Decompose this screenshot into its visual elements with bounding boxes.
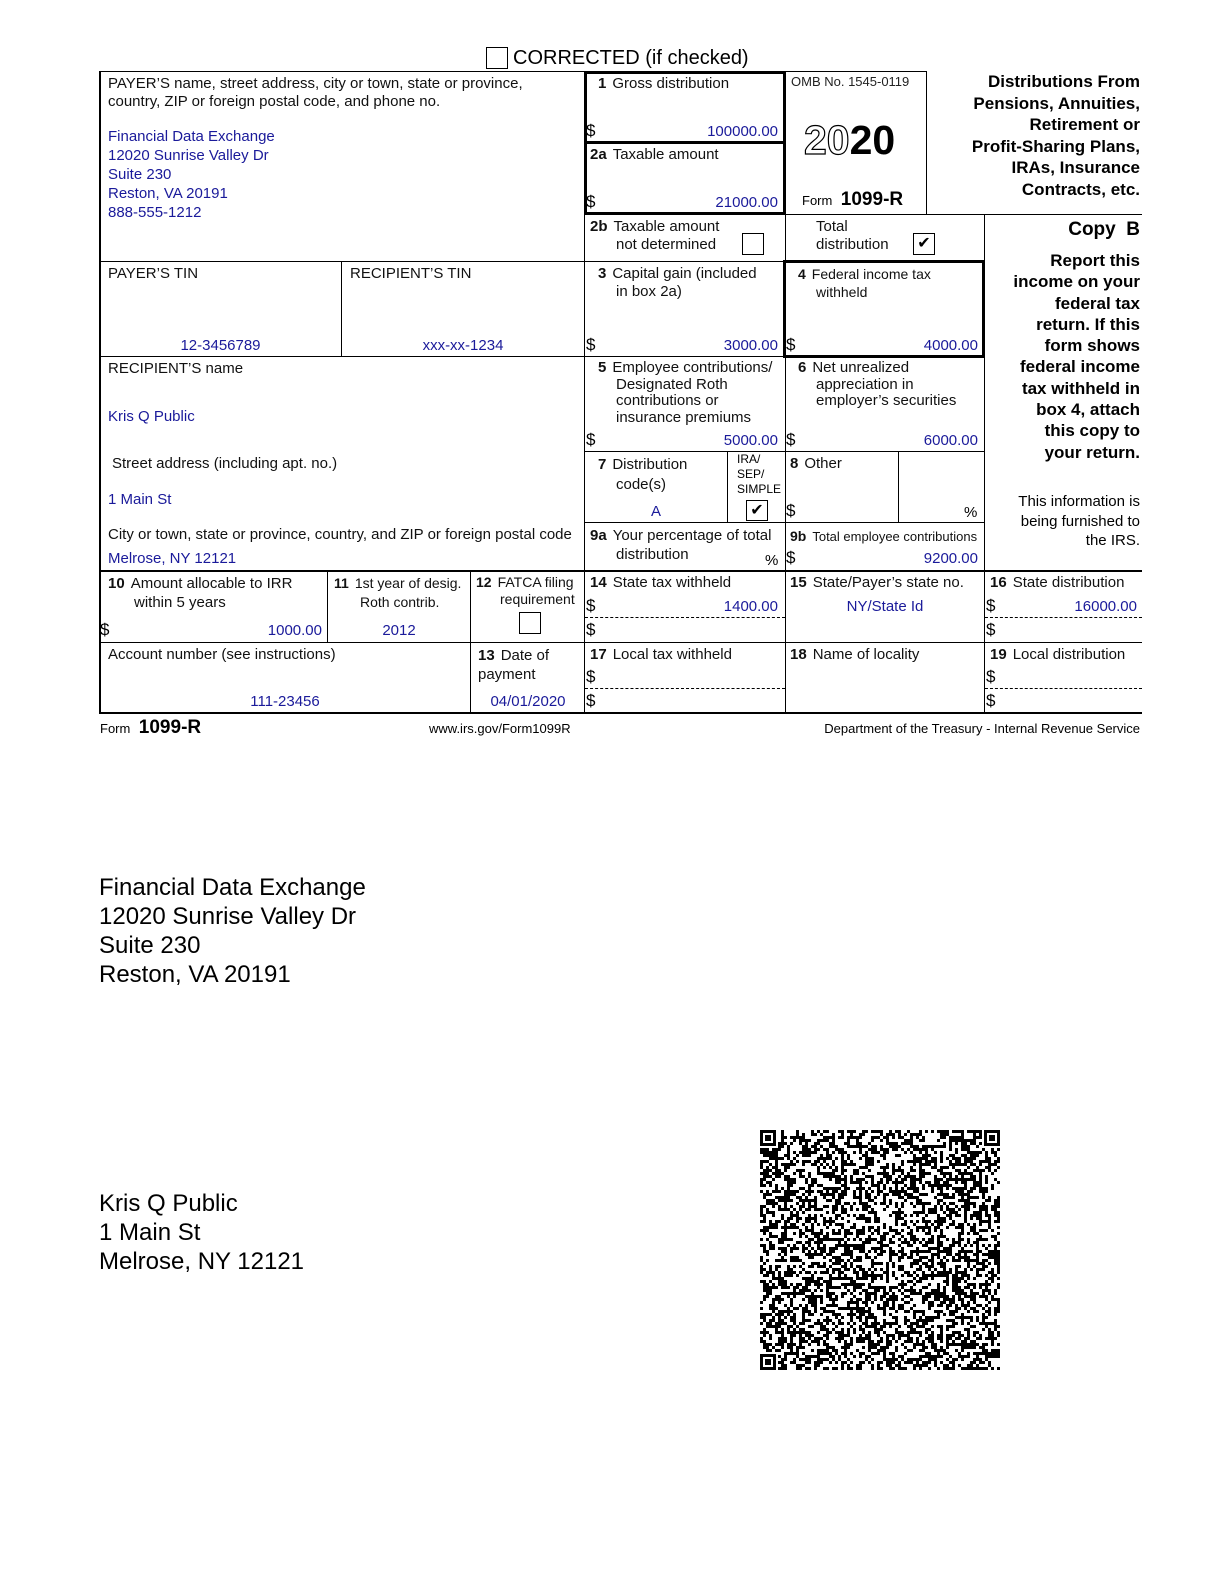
qr-code-icon: [760, 1130, 1000, 1370]
box1-label: 1 Gross distribution: [598, 75, 730, 92]
box7-label: 7 Distribution code(s): [598, 456, 688, 493]
account-label: Account number (see instructions): [108, 646, 336, 663]
box15-value: NY/State Id: [846, 598, 924, 615]
box14-dollar-2: $: [586, 620, 596, 639]
box6-label: 6 Net unrealized appreciation in employer’s securities: [798, 359, 957, 409]
box2b-label: 2b Taxable amount not determined: [590, 218, 720, 253]
box14-dollar: $: [586, 596, 596, 615]
box10-label: 10 Amount allocable to IRR within 5 years: [108, 575, 293, 611]
box5-value: 5000.00: [723, 432, 778, 449]
box6-dollar: $: [786, 430, 796, 449]
payer-line-2: 12020 Sunrise Valley Dr: [108, 147, 269, 164]
footer-department: Department of the Treasury - Internal Revenue Service: [824, 721, 1140, 736]
box3-dollar: $: [586, 335, 596, 354]
box1-value: 100000.00: [707, 123, 778, 140]
box2b-checkbox[interactable]: [742, 233, 764, 255]
box17-label: 17 Local tax withheld: [590, 646, 732, 663]
recipient-name-label: RECIPIENT’S name: [108, 360, 244, 377]
box14-label: 14 State tax withheld: [590, 574, 732, 591]
box8-percent: %: [964, 504, 978, 521]
omb-number: OMB No. 1545-0119: [791, 74, 910, 89]
box7-value: A: [650, 503, 661, 520]
box19-label: 19 Local distribution: [990, 646, 1126, 663]
recipient-tin-label: RECIPIENT’S TIN: [350, 265, 472, 282]
footer-url[interactable]: www.irs.gov/Form1099R: [429, 721, 571, 736]
recipient-name-value: Kris Q Public: [108, 408, 195, 425]
box16-dollar-2: $: [986, 620, 996, 639]
box4-dollar: $: [786, 335, 796, 354]
box15-label: 15 State/Payer’s state no.: [790, 574, 964, 591]
payer-line-1: Financial Data Exchange: [108, 128, 275, 145]
box8-label: 8 Other: [790, 455, 842, 472]
box9a-label: 9a Your percentage of total distribution: [590, 527, 772, 563]
box12-label: 12 FATCA filing requirement: [476, 574, 575, 607]
box19-dollar: $: [986, 667, 996, 686]
box9b-value: 9200.00: [923, 550, 978, 567]
box4-value: 4000.00: [923, 337, 978, 354]
box3-value: 3000.00: [723, 337, 778, 354]
payer-tin-value: 12-3456789: [180, 337, 261, 354]
box8-dollar: $: [786, 501, 796, 520]
payer-line-4: Reston, VA 20191: [108, 185, 228, 202]
box2a-value: 21000.00: [715, 194, 778, 211]
copy-b-furnished: This information is being furnished to the IRS.: [1018, 493, 1140, 549]
box2a-label: 2a Taxable amount: [590, 146, 719, 163]
box10-value: 1000.00: [267, 622, 322, 639]
corrected-checkbox[interactable]: [486, 47, 508, 69]
street-label: Street address (including apt. no.): [112, 455, 338, 472]
box14-value: 1400.00: [723, 598, 778, 615]
city-label: City or town, state or province, country, and ZIP or foreign postal code: [108, 526, 572, 543]
box1-dollar: $: [586, 121, 596, 140]
box9b-label: 9b Total employee contributions: [790, 528, 978, 544]
box4-label: 4 Federal income tax withheld: [798, 266, 931, 300]
recipient-tin-value: xxx-xx-1234: [422, 337, 504, 354]
form-id-top: Form 1099-R: [802, 189, 904, 210]
box16-dollar: $: [986, 596, 996, 615]
copy-b-instructions: Report this income on your federal tax return. If this form shows federal income tax withheld in box 4, attach this copy to your return.: [1013, 251, 1140, 462]
copy-b-title: Copy B: [1068, 219, 1140, 240]
box13-value: 04/01/2020: [490, 693, 566, 710]
box9b-dollar: $: [786, 548, 796, 567]
box11-value: 2012: [382, 622, 416, 639]
total-distribution-checkbox[interactable]: ✔: [913, 233, 935, 255]
payer-line-3: Suite 230: [108, 166, 172, 183]
payer-line-5: 888-555-1212: [108, 204, 202, 221]
box6-value: 6000.00: [923, 432, 978, 449]
corrected-label: CORRECTED (if checked): [513, 47, 749, 69]
box10-dollar: $: [100, 620, 110, 639]
box16-label: 16 State distribution: [990, 574, 1125, 591]
box19-dollar-2: $: [986, 691, 996, 710]
ira-sep-simple-label: IRA/ SEP/ SIMPLE: [737, 452, 782, 496]
form-title: Distributions From Pensions, Annuities, Retirement or Profit-Sharing Plans, IRAs, Insurance Contracts, etc.: [971, 72, 1140, 199]
box9a-percent: %: [765, 552, 779, 569]
payer-label: PAYER’S name, street address, city or town, state or province, country, ZIP or foreign postal code, and phone no.: [108, 75, 523, 110]
box13-label: 13 Date of payment: [478, 647, 550, 683]
box16-value: 16000.00: [1074, 598, 1137, 615]
mailing-payer-address: Financial Data Exchange 12020 Sunrise Valley Dr Suite 230 Reston, VA 20191: [99, 874, 366, 988]
box18-label: 18 Name of locality: [790, 646, 920, 663]
total-distribution-label: Total distribution: [816, 218, 889, 253]
box17-dollar-2: $: [586, 691, 596, 710]
ira-sep-simple-checkbox[interactable]: ✔: [746, 500, 768, 521]
street-value: 1 Main St: [108, 491, 172, 508]
city-value: Melrose, NY 12121: [108, 550, 237, 567]
box3-label: 3 Capital gain (included in box 2a): [598, 265, 757, 300]
tax-year: 2020: [804, 117, 896, 163]
box2a-dollar: $: [586, 192, 596, 211]
mailing-recipient-address: Kris Q Public 1 Main St Melrose, NY 12121: [99, 1190, 305, 1275]
footer-form-id: Form 1099-R: [100, 717, 202, 738]
box5-dollar: $: [586, 430, 596, 449]
box5-label: 5 Employee contributions/ Designated Roth contributions or insurance premiums: [598, 359, 773, 426]
payer-tin-label: PAYER’S TIN: [108, 265, 199, 282]
account-value: 111-23456: [250, 693, 320, 710]
box11-label: 11 1st year of desig. Roth contrib.: [334, 575, 462, 610]
fatca-checkbox[interactable]: [519, 612, 541, 634]
box17-dollar: $: [586, 667, 596, 686]
